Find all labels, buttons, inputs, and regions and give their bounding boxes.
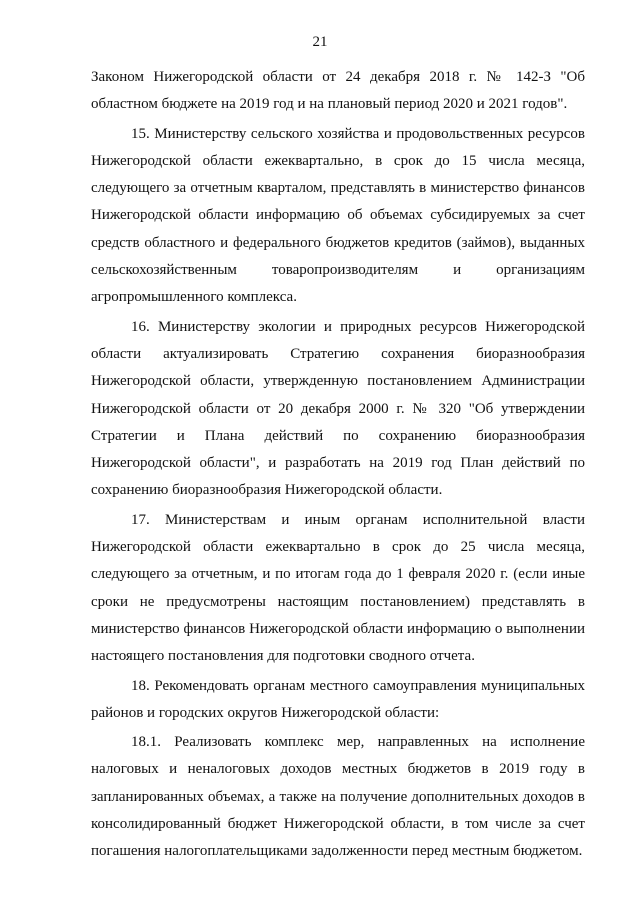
paragraph-16: 16. Министерству экологии и природных ресурсов Нижегородской области актуализировать Стратегию сохранения биоразнообразия Нижегородской области, утвержденную постановлением Администрации Нижегородской области от 20 декабря 2000 г. № 320 "Об утверждении Стратегии и Плана действий по сохранению биоразнообразия Нижегородской области", и разработать на 2019 год План действий по сохранению биоразнообразия Нижегородской области.	[91, 318, 585, 499]
paragraph-18: 18. Рекомендовать органам местного самоуправления муниципальных районов и городских округов Нижегородской области:	[91, 677, 585, 721]
paragraph-15: 15. Министерству сельского хозяйства и продовольственных ресурсов Нижегородской области ежеквартально, в срок до 15 числа месяца, следующего за отчетным кварталом, представлять в министерство финансов Нижегородской области информацию об объемах субсидируемых за счет средств областного и федерального бюджетов кредитов (займов), выданных сельскохозяйственным товаропроизводителям и организациям агропромышленного комплекса.	[91, 125, 585, 306]
document-body	[91, 64, 585, 866]
page-number: 21	[312, 34, 328, 50]
paragraph-18-1: 18.1. Реализовать комплекс мер, направленных на исполнение налоговых и неналоговых доходов местных бюджетов в 2019 году в запланированных объемах, а также на получение дополнительных доходов в консолидированный бюджет Нижегородской области, в том числе за счет погашения налогоплательщиками задолженности перед местным бюджетом.	[91, 734, 585, 860]
paragraph-continuation: Законом Нижегородской области от 24 декабря 2018 г. № 142-З "Об областном бюджете на 2019 год и на плановый период 2020 и 2021 годов".	[91, 69, 585, 113]
paragraph-17: 17. Министерствам и иным органам исполнительной власти Нижегородской области ежеквартально в срок до 25 числа месяца, следующего за отчетным, и по итогам года до 1 февраля 2020 г. (если иные сроки не предусмотрены настоящим постановлением) представлять в министерство финансов Нижегородской области информацию о выполнении настоящего постановления для подготовки сводного отчета.	[91, 511, 585, 665]
